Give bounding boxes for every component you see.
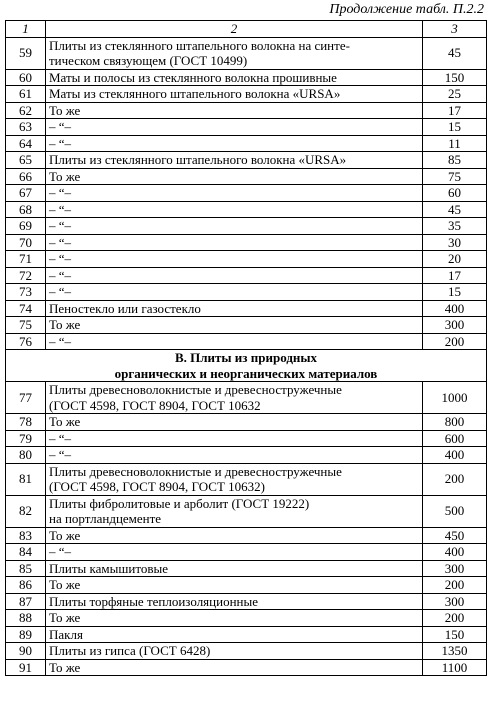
row-description-line: Плиты древесноволокнистые и древесностружечные <box>49 382 342 397</box>
row-number: 82 <box>6 495 46 527</box>
row-description <box>46 626 423 643</box>
row-number: 81 <box>6 463 46 495</box>
row-value: 150 <box>423 69 487 86</box>
row-number: 60 <box>6 69 46 86</box>
row-description <box>46 102 423 119</box>
row-value: 60 <box>423 185 487 202</box>
table-row <box>6 267 487 284</box>
row-value: 150 <box>423 626 487 643</box>
table-row <box>6 659 487 676</box>
row-description <box>46 201 423 218</box>
row-description <box>46 560 423 577</box>
row-number: 66 <box>6 168 46 185</box>
header-col-2: 2 <box>46 21 423 38</box>
table-row <box>6 382 487 414</box>
table-row <box>6 333 487 350</box>
section-title-line: органических и неорганических материалов <box>114 365 378 381</box>
row-description-line: Плиты из стеклянного штапельного волокна на синте- <box>49 37 350 53</box>
row-number: 61 <box>6 86 46 103</box>
row-description-line: То же <box>49 414 81 429</box>
row-value: 300 <box>423 317 487 334</box>
table-row <box>6 626 487 643</box>
row-value: 200 <box>423 610 487 627</box>
row-description <box>46 463 423 495</box>
row-value: 20 <box>423 251 487 268</box>
row-description <box>46 447 423 464</box>
row-number: 90 <box>6 643 46 660</box>
row-description <box>46 527 423 544</box>
section-title-line: В. Плиты из природных <box>174 350 318 365</box>
table-row <box>6 300 487 317</box>
row-value: 15 <box>423 119 487 136</box>
row-description-line: Маты из стеклянного штапельного волокна «URSA» <box>49 86 341 101</box>
row-description-line: То же <box>49 102 81 118</box>
row-value: 11 <box>423 135 487 152</box>
row-number: 83 <box>6 527 46 544</box>
row-number: 79 <box>6 430 46 447</box>
row-value: 85 <box>423 152 487 169</box>
row-number: 89 <box>6 626 46 643</box>
row-description <box>46 168 423 185</box>
table-row <box>6 643 487 660</box>
row-value: 200 <box>423 463 487 495</box>
row-description <box>46 659 423 676</box>
row-description <box>46 643 423 660</box>
table-row <box>6 495 487 527</box>
row-description-line: – “– <box>49 201 72 217</box>
row-description-line: тическом связующем (ГОСТ 10499) <box>49 53 248 68</box>
materials-table <box>5 20 487 676</box>
row-number: 91 <box>6 659 46 676</box>
row-description-line: Пакля <box>49 626 83 642</box>
row-description-line: на портландцементе <box>49 511 162 526</box>
table-row <box>6 430 487 447</box>
table-row <box>6 317 487 334</box>
table-continuation-caption: Продолжение табл. П.2.2 <box>329 2 484 17</box>
row-value: 400 <box>423 447 487 464</box>
row-description <box>46 37 423 69</box>
row-number: 69 <box>6 218 46 235</box>
row-description <box>46 414 423 431</box>
row-description <box>46 300 423 317</box>
row-description <box>46 267 423 284</box>
row-number: 80 <box>6 447 46 464</box>
row-description-line: Пеностекло или газостекло <box>49 300 201 316</box>
row-description-line: – “– <box>49 135 72 151</box>
row-value: 450 <box>423 527 487 544</box>
row-description-line: – “– <box>49 284 72 299</box>
row-value: 500 <box>423 495 487 527</box>
table-header-row <box>6 21 487 38</box>
table-row <box>6 119 487 136</box>
row-description-line: – “– <box>49 218 72 233</box>
row-value: 75 <box>423 168 487 185</box>
row-number: 68 <box>6 201 46 218</box>
header-col-3: 3 <box>423 21 487 38</box>
row-description <box>46 86 423 103</box>
header-col-1: 1 <box>6 21 46 38</box>
row-description-line: Плиты древесноволокнистые и древесностружечные <box>49 463 342 479</box>
row-description-line: То же <box>49 317 81 332</box>
row-number: 72 <box>6 267 46 284</box>
table-row <box>6 577 487 594</box>
row-number: 64 <box>6 135 46 152</box>
row-number: 78 <box>6 414 46 431</box>
row-value: 400 <box>423 300 487 317</box>
table-row <box>6 593 487 610</box>
row-number: 71 <box>6 251 46 268</box>
row-description-line: То же <box>49 610 81 625</box>
row-number: 75 <box>6 317 46 334</box>
table-row <box>6 544 487 561</box>
row-description <box>46 495 423 527</box>
row-description <box>46 152 423 169</box>
row-description-line: – “– <box>49 267 72 283</box>
table-row <box>6 610 487 627</box>
row-description <box>46 317 423 334</box>
row-description <box>46 333 423 350</box>
row-value: 15 <box>423 284 487 301</box>
table-row <box>6 37 487 69</box>
table-row <box>6 152 487 169</box>
row-description-line: – “– <box>49 234 72 250</box>
row-value: 35 <box>423 218 487 235</box>
row-description-line: (ГОСТ 4598, ГОСТ 8904, ГОСТ 10632) <box>49 479 265 494</box>
row-description <box>46 382 423 414</box>
row-description <box>46 544 423 561</box>
table-row <box>6 201 487 218</box>
row-description-line: – “– <box>49 430 72 446</box>
table-row <box>6 560 487 577</box>
row-description <box>46 185 423 202</box>
row-description <box>46 430 423 447</box>
row-number: 70 <box>6 234 46 251</box>
row-description-line: – “– <box>49 119 72 134</box>
row-value: 17 <box>423 267 487 284</box>
row-description-line: То же <box>49 577 81 592</box>
row-description-line: – “– <box>49 333 72 349</box>
row-value: 1100 <box>423 659 487 676</box>
table-row <box>6 102 487 119</box>
row-description-line: Плиты из стеклянного штапельного волокна «URSA» <box>49 152 347 167</box>
row-value: 600 <box>423 430 487 447</box>
row-description <box>46 251 423 268</box>
row-value: 17 <box>423 102 487 119</box>
row-description-line: Плиты торфяные теплоизоляционные <box>49 593 258 609</box>
row-number: 87 <box>6 593 46 610</box>
row-value: 300 <box>423 593 487 610</box>
table-row <box>6 527 487 544</box>
row-number: 74 <box>6 300 46 317</box>
table-row <box>6 185 487 202</box>
row-description-line: – “– <box>49 251 72 266</box>
row-number: 59 <box>6 37 46 69</box>
table-row <box>6 284 487 301</box>
row-value: 300 <box>423 560 487 577</box>
row-value: 200 <box>423 577 487 594</box>
table-row <box>6 447 487 464</box>
row-number: 84 <box>6 544 46 561</box>
table-row <box>6 168 487 185</box>
table-row <box>6 251 487 268</box>
row-description-line: Маты и полосы из стеклянного волокна прошивные <box>49 69 337 85</box>
row-number: 62 <box>6 102 46 119</box>
row-value: 1000 <box>423 382 487 414</box>
row-description <box>46 593 423 610</box>
table-row <box>6 69 487 86</box>
row-number: 65 <box>6 152 46 169</box>
row-value: 800 <box>423 414 487 431</box>
section-header-row <box>6 350 487 382</box>
row-number: 86 <box>6 577 46 594</box>
row-description <box>46 234 423 251</box>
row-description <box>46 119 423 136</box>
row-description-line: Плиты из гипса (ГОСТ 6428) <box>49 643 211 658</box>
table-row <box>6 234 487 251</box>
row-description <box>46 577 423 594</box>
row-value: 400 <box>423 544 487 561</box>
row-number: 76 <box>6 333 46 350</box>
row-description-line: Плиты камышитовые <box>49 560 168 576</box>
section-title <box>6 350 487 382</box>
row-number: 63 <box>6 119 46 136</box>
row-number: 88 <box>6 610 46 627</box>
row-description-line: – “– <box>49 447 72 462</box>
table-row <box>6 463 487 495</box>
table-row <box>6 218 487 235</box>
row-value: 1350 <box>423 643 487 660</box>
table-row <box>6 135 487 152</box>
row-description <box>46 610 423 627</box>
row-number: 77 <box>6 382 46 414</box>
row-value: 200 <box>423 333 487 350</box>
row-description-line: Плиты фибролитовые и арболит (ГОСТ 19222) <box>49 495 310 511</box>
table-row <box>6 414 487 431</box>
row-description-line: (ГОСТ 4598, ГОСТ 8904, ГОСТ 10632 <box>49 397 261 413</box>
row-value: 25 <box>423 86 487 103</box>
row-value: 30 <box>423 234 487 251</box>
row-description <box>46 69 423 86</box>
row-description <box>46 135 423 152</box>
row-value: 45 <box>423 201 487 218</box>
row-number: 73 <box>6 284 46 301</box>
row-description-line: То же <box>49 527 81 543</box>
row-number: 85 <box>6 560 46 577</box>
row-description <box>46 284 423 301</box>
row-value: 45 <box>423 37 487 69</box>
row-description-line: – “– <box>49 544 72 559</box>
row-number: 67 <box>6 185 46 202</box>
row-description-line: – “– <box>49 185 72 200</box>
table-row <box>6 86 487 103</box>
row-description-line: То же <box>49 168 81 184</box>
row-description <box>46 218 423 235</box>
row-description-line: То же <box>49 659 81 675</box>
